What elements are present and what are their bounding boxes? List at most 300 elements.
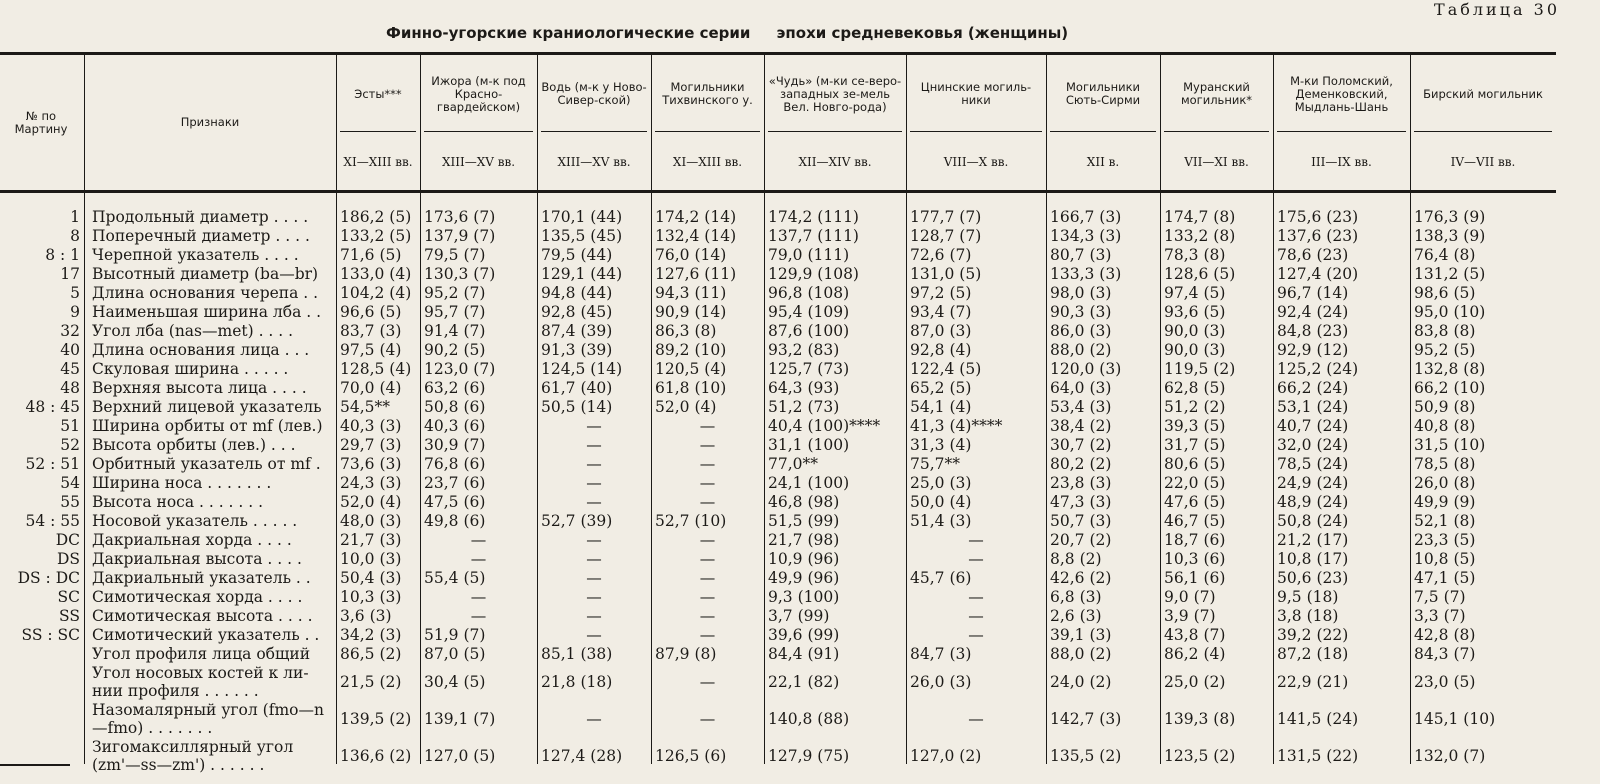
row-value: 70,0 (4): [340, 379, 402, 397]
row-martin-number: [0, 645, 80, 664]
row-value: 90,0 (3): [1164, 341, 1226, 359]
row-value: 71,6 (5): [340, 246, 402, 264]
row-value: 91,3 (39): [541, 341, 613, 359]
row-value: 87,2 (18): [1277, 645, 1349, 663]
row-value: 8,8 (2): [1050, 550, 1102, 568]
row-martin-number: 17: [60, 265, 80, 283]
row-value: 48,0 (3): [340, 512, 402, 530]
row-value: 6,8 (3): [1050, 588, 1102, 606]
row-value: —: [586, 493, 602, 511]
row-martin-number: [0, 664, 80, 701]
row-feature-label: Угол профиля лица общий: [92, 645, 311, 663]
row-value: 52,0 (4): [655, 398, 717, 416]
header-num-label: № по Мартину: [14, 108, 68, 136]
row-value: 78,5 (8): [1414, 455, 1476, 473]
row-martin-number: 1: [70, 208, 80, 226]
row-value: 20,7 (2): [1050, 531, 1112, 549]
row-value: 24,9 (24): [1277, 474, 1349, 492]
row-value: 52,7 (39): [541, 512, 613, 530]
row-feature-label: Носовой указатель . . . . .: [92, 512, 298, 530]
row-value: —: [699, 531, 716, 549]
row-value: 93,6 (5): [1164, 303, 1226, 321]
header-subrule: [1277, 131, 1406, 132]
table-row: [0, 645, 1600, 664]
row-value: 40,3 (3): [340, 417, 402, 435]
row-value: 3,7 (99): [768, 607, 830, 625]
row-value: 24,0 (2): [1050, 673, 1112, 691]
header-period: XII в.: [1086, 154, 1120, 169]
row-value: 50,4 (3): [340, 569, 402, 587]
row-value: 139,1 (7): [424, 710, 496, 728]
row-value: 88,0 (2): [1050, 341, 1112, 359]
row-feature-label: Симотическая хорда . . . .: [92, 588, 303, 606]
row-value: 53,1 (24): [1277, 398, 1349, 416]
row-value: 42,8 (8): [1414, 626, 1476, 644]
row-value: 132,4 (14): [655, 227, 737, 245]
header-subrule: [1050, 131, 1156, 132]
row-value: 61,7 (40): [541, 379, 613, 397]
row-value: 30,7 (2): [1050, 436, 1112, 454]
row-value: 186,2 (5): [340, 208, 412, 226]
table-row: [0, 436, 1600, 455]
header-subrule: [424, 131, 533, 132]
row-martin-number: 52 : 51: [25, 455, 80, 473]
row-value: 49,9 (9): [1414, 493, 1476, 511]
row-value: —: [586, 710, 602, 728]
row-value: 78,5 (24): [1277, 455, 1349, 473]
row-value: 128,6 (5): [1164, 265, 1236, 283]
row-martin-number: 8 : 1: [45, 246, 80, 264]
row-value: —: [699, 626, 716, 644]
row-value: 95,2 (7): [424, 284, 486, 302]
row-value: 130,3 (7): [424, 265, 496, 283]
row-value: 133,2 (5): [340, 227, 412, 245]
row-value: 95,2 (5): [1414, 341, 1476, 359]
row-value: 43,8 (7): [1164, 626, 1226, 644]
table-row: [0, 474, 1600, 493]
row-feature-label: Ширина носа . . . . . . .: [92, 474, 272, 492]
row-value: 92,8 (45): [541, 303, 613, 321]
row-value: 126,5 (6): [655, 747, 727, 765]
row-value: 135,5 (2): [1050, 747, 1122, 765]
row-value: —: [586, 531, 602, 549]
row-value: 127,6 (11): [655, 265, 737, 283]
row-value: 87,6 (100): [768, 322, 850, 340]
row-value: 134,3 (3): [1050, 227, 1122, 245]
row-value: 51,4 (3): [910, 512, 972, 530]
row-value: 136,6 (2): [340, 747, 412, 765]
row-martin-number: SS : SC: [21, 626, 80, 644]
row-value: 127,4 (28): [541, 747, 623, 765]
row-value: 131,5 (22): [1277, 747, 1359, 765]
row-value: —: [470, 531, 487, 549]
row-feature-label: Скуловая ширина . . . . .: [92, 360, 289, 378]
row-feature-label: Поперечный диаметр . . . .: [92, 227, 310, 245]
row-value: 41,3 (4)****: [910, 417, 1003, 435]
table-row: [0, 550, 1600, 569]
row-value: 32,0 (24): [1277, 436, 1349, 454]
header-subrule: [340, 131, 416, 132]
row-value: 173,6 (7): [424, 208, 496, 226]
row-martin-number: 45: [60, 360, 80, 378]
row-value: —: [699, 607, 716, 625]
header-subrule: [768, 131, 902, 132]
row-value: —: [586, 474, 602, 492]
row-value: 131,0 (5): [910, 265, 982, 283]
row-value: 166,7 (3): [1050, 208, 1122, 226]
row-value: 31,1 (100): [768, 436, 850, 454]
row-value: 51,2 (2): [1164, 398, 1226, 416]
row-value: 50,5 (14): [541, 398, 613, 416]
row-value: 50,9 (8): [1414, 398, 1476, 416]
row-value: 40,7 (24): [1277, 417, 1349, 435]
row-value: 72,6 (7): [910, 246, 972, 264]
row-value: 49,9 (96): [768, 569, 840, 587]
row-value: 7,5 (7): [1414, 588, 1466, 606]
row-value: 75,7**: [910, 455, 961, 473]
row-value: 53,4 (3): [1050, 398, 1112, 416]
row-value: 133,3 (3): [1050, 265, 1122, 283]
row-value: 3,8 (18): [1277, 607, 1339, 625]
row-value: 84,8 (23): [1277, 322, 1349, 340]
row-value: 104,2 (4): [340, 284, 412, 302]
header-period: XI—XIII вв.: [343, 154, 413, 169]
row-value: 55,4 (5): [424, 569, 486, 587]
row-value: 52,0 (4): [340, 493, 402, 511]
row-value: 90,2 (5): [424, 341, 486, 359]
row-value: 128,5 (4): [340, 360, 412, 378]
header-series-name: Могильники Тихвинского у.: [662, 80, 753, 107]
row-martin-number: 40: [60, 341, 80, 359]
row-value: 21,7 (3): [340, 531, 402, 549]
row-value: 73,6 (3): [340, 455, 402, 473]
row-value: 9,3 (100): [768, 588, 840, 606]
row-value: 63,2 (6): [424, 379, 486, 397]
row-martin-number: SS: [59, 607, 80, 625]
row-value: 10,8 (17): [1277, 550, 1349, 568]
row-value: 39,3 (5): [1164, 417, 1226, 435]
row-value: 90,0 (3): [1164, 322, 1226, 340]
row-value: 22,1 (82): [768, 673, 840, 691]
row-value: 85,1 (38): [541, 645, 613, 663]
table-row: [0, 379, 1600, 398]
row-value: 87,0 (3): [910, 322, 972, 340]
row-value: 46,7 (5): [1164, 512, 1226, 530]
row-value: 50,7 (3): [1050, 512, 1112, 530]
row-value: —: [699, 417, 716, 435]
row-value: 88,0 (2): [1050, 645, 1112, 663]
row-value: —: [470, 607, 487, 625]
table-row: [0, 360, 1600, 379]
row-feature-label: Продольный диаметр . . . .: [92, 208, 309, 226]
row-value: 132,8 (8): [1414, 360, 1486, 378]
row-value: 127,9 (75): [768, 747, 850, 765]
row-value: 92,4 (24): [1277, 303, 1349, 321]
row-value: 78,6 (23): [1277, 246, 1349, 264]
row-value: —: [586, 455, 602, 473]
row-value: 65,2 (5): [910, 379, 972, 397]
row-value: 52,1 (8): [1414, 512, 1476, 530]
row-value: 96,7 (14): [1277, 284, 1349, 302]
row-value: 21,7 (98): [768, 531, 840, 549]
row-value: 76,4 (8): [1414, 246, 1476, 264]
row-feature-label: Верхняя высота лица . . . .: [92, 379, 307, 397]
row-value: 3,6 (3): [340, 607, 392, 625]
row-value: 89,2 (10): [655, 341, 727, 359]
row-value: —: [968, 626, 984, 644]
row-value: 133,0 (4): [340, 265, 412, 283]
row-value: 86,3 (8): [655, 322, 717, 340]
row-value: 95,0 (10): [1414, 303, 1486, 321]
table-title: Финно-угорские краниологические серии эпохи средневековья (женщины): [386, 24, 1069, 42]
row-value: 91,4 (7): [424, 322, 486, 340]
row-value: 77,0**: [768, 455, 819, 473]
row-value: 21,8 (18): [541, 673, 613, 691]
row-value: 131,2 (5): [1414, 265, 1486, 283]
table-row: [0, 588, 1600, 607]
header-period: IV—VII вв.: [1450, 154, 1516, 169]
row-value: 98,0 (3): [1050, 284, 1112, 302]
table-row: [0, 626, 1600, 645]
row-value: 30,9 (7): [424, 436, 486, 454]
row-value: 139,5 (2): [340, 710, 412, 728]
row-value: 123,5 (2): [1164, 747, 1236, 765]
row-value: 140,8 (88): [768, 710, 850, 728]
row-martin-number: [0, 738, 80, 775]
row-value: 39,1 (3): [1050, 626, 1112, 644]
row-value: 119,5 (2): [1164, 360, 1236, 378]
row-value: 47,1 (5): [1414, 569, 1476, 587]
header-period: VIII—X вв.: [943, 154, 1009, 169]
row-value: 62,8 (5): [1164, 379, 1226, 397]
header-period: VII—XI вв.: [1184, 154, 1249, 169]
row-value: 84,7 (3): [910, 645, 972, 663]
row-value: 129,1 (44): [541, 265, 623, 283]
row-value: 10,3 (6): [1164, 550, 1226, 568]
row-value: 79,5 (7): [424, 246, 486, 264]
table-row: [0, 208, 1600, 227]
header-period: III—IX вв.: [1311, 154, 1372, 169]
row-value: 83,8 (8): [1414, 322, 1476, 340]
row-value: 133,2 (8): [1164, 227, 1236, 245]
header-series-name: Бирский могильник: [1423, 86, 1543, 101]
header-rule: [0, 190, 1556, 193]
row-value: 48,9 (24): [1277, 493, 1349, 511]
row-value: 47,6 (5): [1164, 493, 1226, 511]
table-row: [0, 701, 1600, 738]
row-martin-number: 52: [60, 436, 80, 454]
header-feature-label: Признаки: [180, 115, 240, 129]
row-value: —: [699, 436, 716, 454]
row-value: 80,7 (3): [1050, 246, 1112, 264]
table-row: [0, 398, 1600, 417]
row-value: 66,2 (24): [1277, 379, 1349, 397]
row-martin-number: 54 : 55: [25, 512, 80, 530]
row-feature-label: Угол носовых костей к ли-нии профиля . . . . . .: [92, 664, 309, 700]
row-value: —: [699, 474, 716, 492]
row-value: 170,1 (44): [541, 208, 623, 226]
row-martin-number: DS: [56, 550, 80, 568]
row-value: 40,3 (6): [424, 417, 486, 435]
row-value: —: [699, 455, 716, 473]
row-value: 80,2 (2): [1050, 455, 1112, 473]
table-row: [0, 531, 1600, 550]
row-feature-label: Высота носа . . . . . . .: [92, 493, 264, 511]
row-value: 22,9 (21): [1277, 673, 1349, 691]
row-feature-label: Высотный диаметр (ba—br): [92, 265, 319, 283]
row-value: 50,0 (4): [910, 493, 972, 511]
row-martin-number: 5: [70, 284, 80, 302]
row-value: 97,4 (5): [1164, 284, 1226, 302]
row-martin-number: 8: [70, 227, 80, 245]
row-value: 39,2 (22): [1277, 626, 1349, 644]
row-value: —: [699, 569, 716, 587]
row-martin-number: 54: [60, 474, 80, 492]
row-value: 66,2 (10): [1414, 379, 1486, 397]
row-value: 122,4 (5): [910, 360, 982, 378]
row-value: 132,0 (7): [1414, 747, 1486, 765]
row-value: 80,6 (5): [1164, 455, 1226, 473]
row-value: 21,2 (17): [1277, 531, 1349, 549]
row-value: 54,5**: [340, 398, 391, 416]
row-value: 50,8 (24): [1277, 512, 1349, 530]
row-feature-label: Длина основания черепа . .: [92, 284, 319, 302]
row-value: —: [470, 588, 487, 606]
row-martin-number: 55: [60, 493, 80, 511]
row-value: 10,3 (3): [340, 588, 402, 606]
header-series-name: М-ки Поломский, Деменковский, Мыдлань-Шань: [1290, 73, 1393, 114]
row-value: 29,7 (3): [340, 436, 402, 454]
row-value: 174,2 (14): [655, 208, 737, 226]
row-value: 96,8 (108): [768, 284, 850, 302]
row-value: 137,6 (23): [1277, 227, 1359, 245]
row-value: 50,8 (6): [424, 398, 486, 416]
row-value: 97,2 (5): [910, 284, 972, 302]
header-series-name: Эсты***: [354, 86, 402, 101]
row-value: 23,8 (3): [1050, 474, 1112, 492]
row-value: 38,4 (2): [1050, 417, 1112, 435]
row-martin-number: 48 : 45: [25, 398, 80, 416]
row-feature-label: Дакриальный указатель . .: [92, 569, 311, 587]
header-subrule: [1414, 131, 1552, 132]
row-value: 61,8 (10): [655, 379, 727, 397]
row-value: 84,4 (91): [768, 645, 840, 663]
header-series-name: Ижора (м-к под Красно-гвардейском): [431, 73, 526, 114]
row-value: 3,3 (7): [1414, 607, 1466, 625]
row-value: 142,7 (3): [1050, 710, 1122, 728]
header-period: XIII—XV вв.: [441, 154, 516, 169]
row-value: 97,5 (4): [340, 341, 402, 359]
row-feature-label: Ширина орбиты от mf (лев.): [92, 417, 323, 435]
row-value: 64,3 (93): [768, 379, 840, 397]
row-value: 46,8 (98): [768, 493, 840, 511]
row-value: 79,0 (111): [768, 246, 850, 264]
row-value: 45,7 (6): [910, 569, 972, 587]
row-value: 95,7 (7): [424, 303, 486, 321]
row-value: 120,0 (3): [1050, 360, 1122, 378]
row-value: 94,8 (44): [541, 284, 613, 302]
row-value: 9,5 (18): [1277, 588, 1339, 606]
row-value: 95,4 (109): [768, 303, 850, 321]
header-period: XI—XIII вв.: [672, 154, 743, 169]
row-value: 76,8 (6): [424, 455, 486, 473]
header-series-name: Водь (м-к у Ново-Сивер-ской): [541, 80, 647, 107]
table-row: [0, 227, 1600, 246]
row-value: 93,4 (7): [910, 303, 972, 321]
row-value: —: [586, 607, 602, 625]
row-value: 79,5 (44): [541, 246, 613, 264]
table-row: [0, 284, 1600, 303]
header-series-name: Могильники Сють-Сирми: [1065, 80, 1141, 107]
row-feature-label: Зигомаксиллярный угол (zm'—ss—zm') . . . . . .: [92, 738, 294, 774]
row-value: 39,6 (99): [768, 626, 840, 644]
row-martin-number: 51: [60, 417, 80, 435]
row-value: 90,9 (14): [655, 303, 727, 321]
row-value: 31,3 (4): [910, 436, 972, 454]
row-value: 51,2 (73): [768, 398, 840, 416]
table-row: [0, 341, 1600, 360]
row-value: 30,4 (5): [424, 673, 486, 691]
header-subrule: [541, 131, 647, 132]
row-value: —: [586, 417, 602, 435]
row-value: —: [699, 493, 716, 511]
row-value: 24,1 (100): [768, 474, 850, 492]
row-value: —: [968, 550, 984, 568]
row-value: 3,9 (7): [1164, 607, 1216, 625]
row-value: 84,3 (7): [1414, 645, 1476, 663]
table-row: [0, 512, 1600, 531]
row-value: 98,6 (5): [1414, 284, 1476, 302]
row-value: 123,0 (7): [424, 360, 496, 378]
row-value: 145,1 (10): [1414, 710, 1496, 728]
row-value: 51,9 (7): [424, 626, 486, 644]
row-feature-label: Верхний лицевой указатель: [92, 398, 322, 416]
row-value: —: [699, 673, 716, 691]
row-value: —: [586, 436, 602, 454]
row-value: —: [586, 626, 602, 644]
row-value: 25,0 (3): [910, 474, 972, 492]
row-value: 9,0 (7): [1164, 588, 1216, 606]
row-value: 49,8 (6): [424, 512, 486, 530]
row-feature-label: Угол лба (nas—met) . . . .: [92, 322, 294, 340]
row-value: 125,7 (73): [768, 360, 850, 378]
row-value: 51,5 (99): [768, 512, 840, 530]
row-value: 125,2 (24): [1277, 360, 1359, 378]
row-value: 47,5 (6): [424, 493, 486, 511]
row-value: 23,0 (5): [1414, 673, 1476, 691]
table-number: Таблица 30: [1434, 0, 1560, 19]
row-feature-label: Высота орбиты (лев.) . . .: [92, 436, 296, 454]
row-value: 21,5 (2): [340, 673, 402, 691]
row-feature-label: Дакриальная высота . . . .: [92, 550, 302, 568]
row-value: 87,4 (39): [541, 322, 613, 340]
table-row: [0, 417, 1600, 436]
table-row: [0, 265, 1600, 284]
row-value: 64,0 (3): [1050, 379, 1112, 397]
row-value: 56,1 (6): [1164, 569, 1226, 587]
row-value: 93,2 (83): [768, 341, 840, 359]
row-value: 139,3 (8): [1164, 710, 1236, 728]
row-value: 90,3 (3): [1050, 303, 1112, 321]
row-feature-label: Длина основания лица . . .: [92, 341, 310, 359]
table-row: [0, 738, 1600, 775]
table-row: [0, 493, 1600, 512]
row-value: 176,3 (9): [1414, 208, 1486, 226]
row-value: 47,3 (3): [1050, 493, 1112, 511]
row-value: 22,0 (5): [1164, 474, 1226, 492]
row-value: 86,0 (3): [1050, 322, 1112, 340]
row-value: —: [470, 550, 487, 568]
